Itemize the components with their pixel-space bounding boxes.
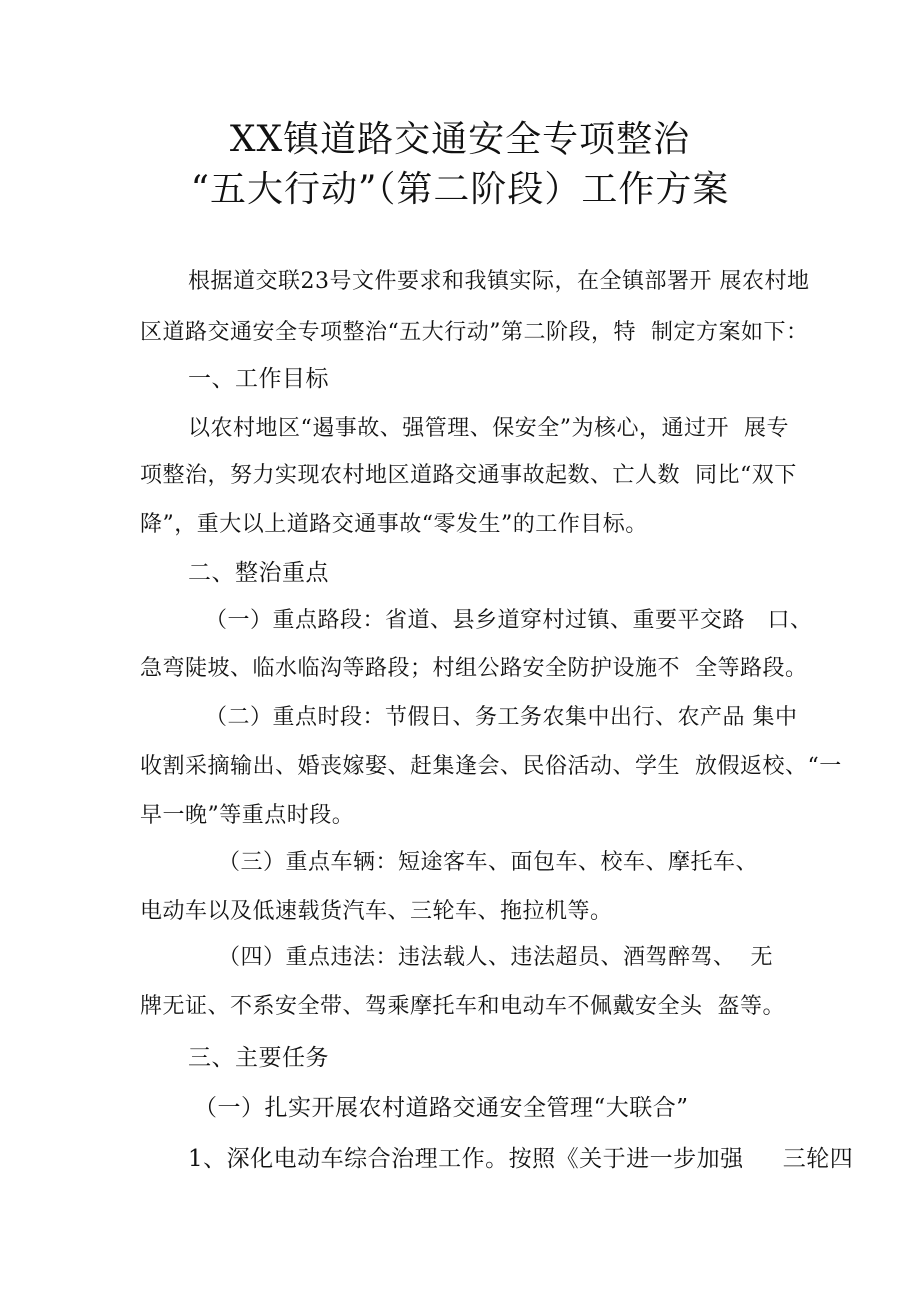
paragraph-focus-vehicles-line-2: 电动车以及低速载货汽车、三轮车、拖拉机等。 bbox=[140, 899, 613, 924]
paragraph-focus-times-line-1: （二）重点时段：节假日、务工务农集中出行、农产品 集中 bbox=[205, 705, 798, 730]
section-heading-tasks: 三、主要任务 bbox=[188, 1045, 329, 1071]
paragraph-focus-times-line-2: 收割采摘输出、婚丧嫁娶、赶集逢会、民俗活动、学生 放假返校、“一 bbox=[140, 754, 842, 779]
paragraph-focus-roads-line-2: 急弯陡坡、临水临沟等路段；村组公路安全防护设施不 全等路段。 bbox=[140, 656, 808, 681]
section-heading-goal: 一、工作目标 bbox=[188, 366, 329, 392]
paragraph-goal-line-3: 降”，重大以上道路交通事故“零发生”的工作目标。 bbox=[140, 512, 648, 537]
paragraph-focus-violations-line-1: （四）重点违法：违法载人、违法超员、酒驾醉驾、 无 bbox=[218, 945, 773, 970]
paragraph-intro-line-2: 区道路交通安全专项整治“五大行动”第二阶段，特 制定方案如下： bbox=[140, 320, 809, 345]
document-title-line-2: “五大行动”（第二阶段）工作方案 bbox=[190, 169, 730, 210]
paragraph-task-1-line-1: 1、深化电动车综合治理工作。按照《关于进一步加强 三轮四 bbox=[188, 1146, 854, 1172]
paragraph-goal-line-1: 以农村地区“遏事故、强管理、保安全”为核心，通过开 展专 bbox=[188, 416, 789, 441]
section-heading-focus: 二、整治重点 bbox=[188, 560, 329, 586]
paragraph-focus-violations-line-2: 牌无证、不系安全带、驾乘摩托车和电动车不佩戴安全头 盔等。 bbox=[140, 994, 785, 1019]
paragraph-focus-roads-line-1: （一）重点路段：省道、县乡道穿村过镇、重要平交路 口、 bbox=[205, 608, 813, 633]
paragraph-intro-line-1: 根据道交联23号文件要求和我镇实际，在全镇部署开 展农村地 bbox=[188, 269, 810, 294]
document-title-line-1: XX镇道路交通安全专项整治 bbox=[229, 119, 691, 160]
subsection-heading-joint-management: （一）扎实开展农村道路交通安全管理“大联合” bbox=[194, 1095, 689, 1121]
paragraph-focus-vehicles-line-1: （三）重点车辆：短途客车、面包车、校车、摩托车、 bbox=[218, 850, 759, 875]
paragraph-goal-line-2: 项整治，努力实现农村地区道路交通事故起数、亡人数 同比“双下 bbox=[140, 463, 797, 488]
paragraph-focus-times-line-3: 早一晚”等重点时段。 bbox=[140, 803, 355, 828]
